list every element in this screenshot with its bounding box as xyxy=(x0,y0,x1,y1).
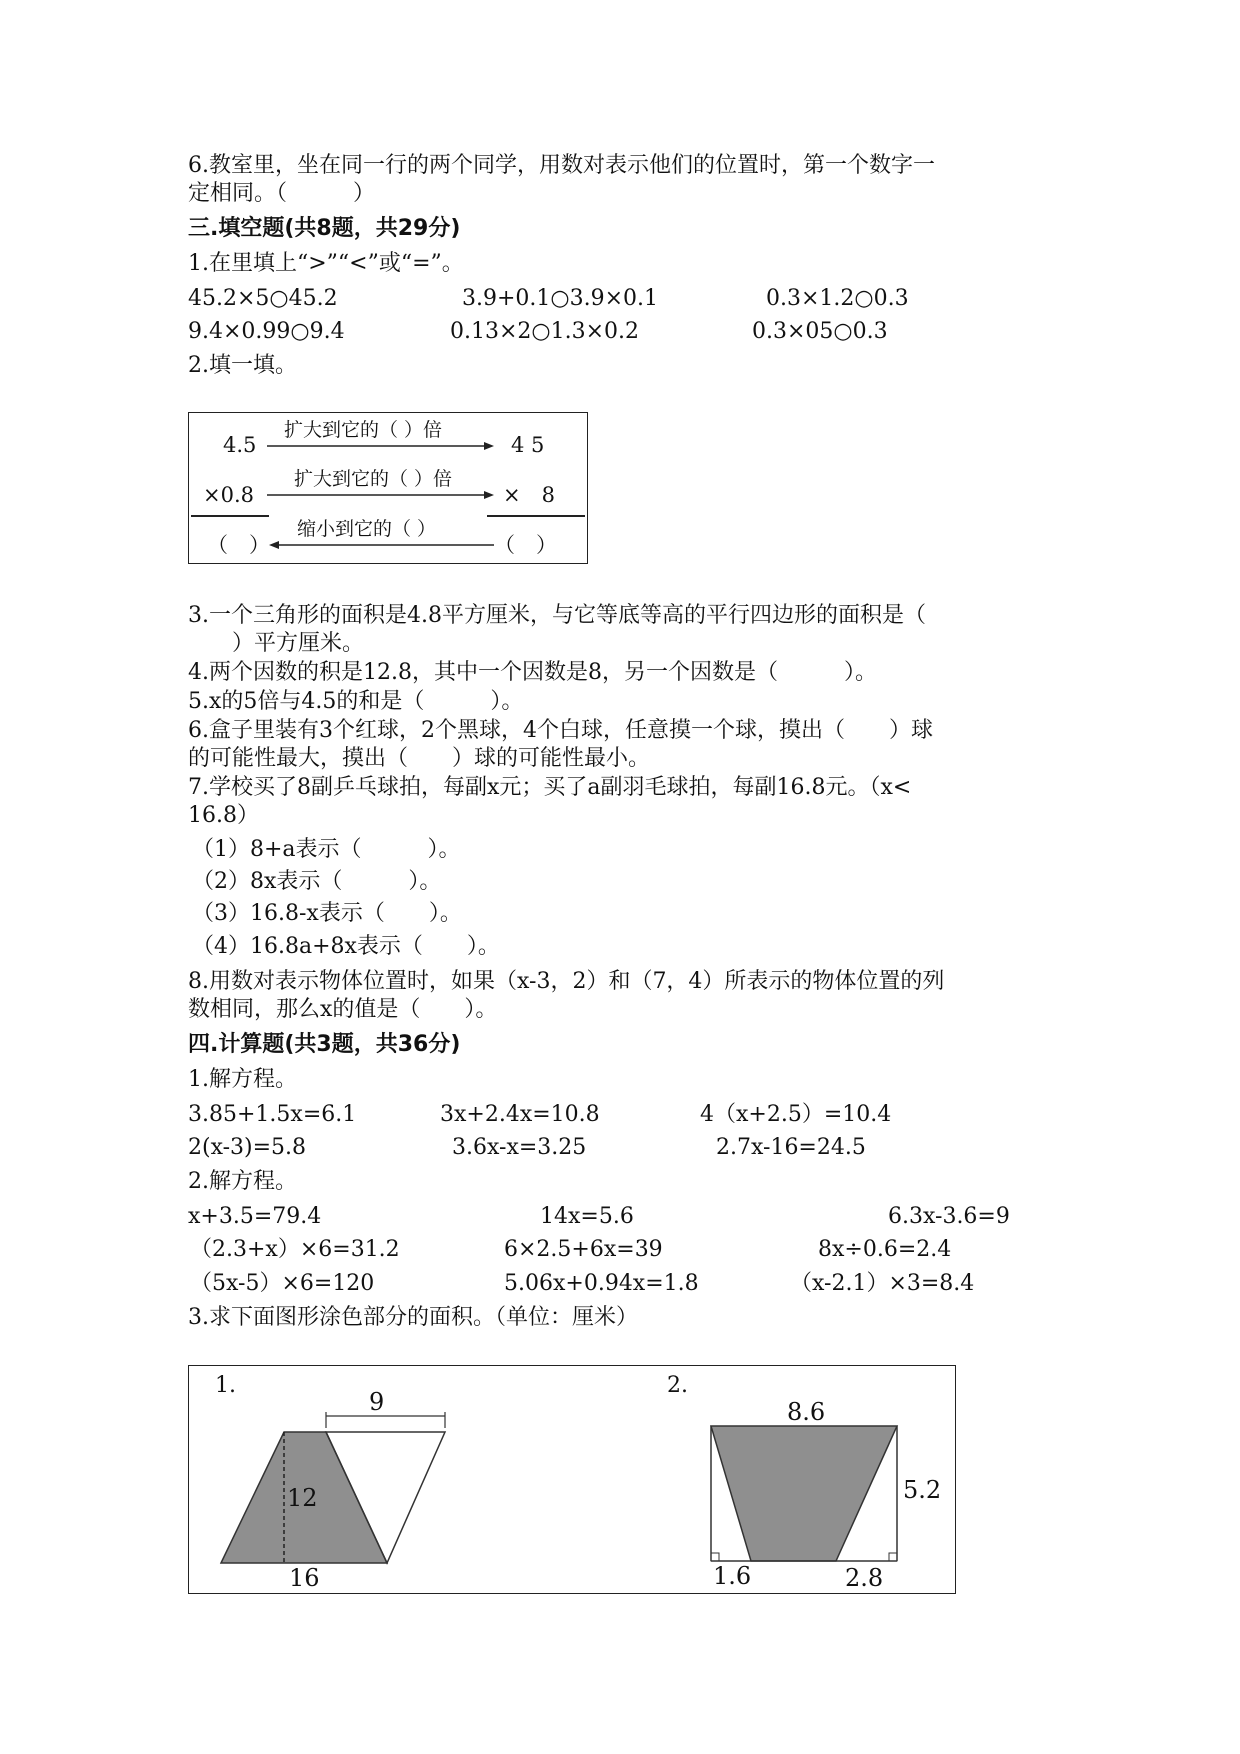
s3-q6-line1: 6.盒子里装有3个红球，2个黑球，4个白球，任意摸一个球，摸出（ ）球 xyxy=(188,718,933,743)
s4-q2-r3c1: （5x-5）×6=120 xyxy=(190,1271,375,1296)
s3-q7-sub2: （2）8x表示（ ）。 xyxy=(192,869,442,894)
s3-q1-r2c2: 0.13×2○1.3×0.2 xyxy=(450,319,640,344)
diagram-left-top: 4.5 xyxy=(223,433,257,457)
s4-q1-r1c1: 3.85+1.5x=6.1 xyxy=(188,1102,357,1127)
q6-judge-line1: 6.教室里，坐在同一行的两个同学，用数对表示他们的位置时，第一个数字一 xyxy=(188,153,935,178)
s3-q3-line2: ）平方厘米。 xyxy=(188,631,365,656)
diagram-left-bottom: （ ） xyxy=(207,533,270,557)
s4-q1-r2c1: 2(x-3)=5.8 xyxy=(188,1135,307,1160)
s3-q1-text: 1.在里填上“>”“<”或“=”。 xyxy=(188,251,464,276)
diagram-right-bottom: （ ） xyxy=(494,533,557,557)
diagram-arrow3-label: 缩小到它的（ ） xyxy=(297,518,437,540)
diagram-arrow2-label: 扩大到它的（ ）倍 xyxy=(294,468,453,490)
area-figures xyxy=(188,1365,956,1594)
fig1-base-dim: 16 xyxy=(289,1564,320,1592)
fig2-br-dim: 2.8 xyxy=(845,1564,884,1592)
s3-q7-sub1: （1）8+a表示（ ）。 xyxy=(192,837,461,862)
multiply-diagram xyxy=(188,412,588,564)
s4-q3-text: 3.求下面图形涂色部分的面积。（单位：厘米） xyxy=(188,1305,638,1330)
diagram-left-mid: ×0.8 xyxy=(203,483,254,507)
q6-judge-line2: 定相同。（ ） xyxy=(188,181,376,206)
s3-q4: 4.两个因数的积是12.8，其中一个因数是8，另一个因数是（ ）。 xyxy=(188,660,877,685)
s4-q2-r2c1: （2.3+x）×6=31.2 xyxy=(190,1237,400,1262)
s4-q1-text: 1.解方程。 xyxy=(188,1067,297,1092)
s3-q1-r2c1: 9.4×0.99○9.4 xyxy=(188,319,345,344)
s3-q1-r1c1: 45.2×5○45.2 xyxy=(188,286,338,311)
s3-q6-line2: 的可能性最大，摸出（ ）球的可能性最小。 xyxy=(188,746,651,771)
s3-q7-sub4: （4）16.8a+8x表示（ ）。 xyxy=(192,934,500,959)
s3-q1-r2c3: 0.3×05○0.3 xyxy=(752,319,888,344)
fig2-right-dim: 5.2 xyxy=(903,1476,942,1504)
s3-q1-r1c3: 0.3×1.2○0.3 xyxy=(766,286,909,311)
section3-heading: 三.填空题(共8题，共29分) xyxy=(188,216,461,241)
s4-q2-r3c3: （x-2.1）×3=8.4 xyxy=(790,1271,975,1296)
fig1-height-dim: 12 xyxy=(287,1484,318,1512)
s3-q3-line1: 3.一个三角形的面积是4.8平方厘米，与它等底等高的平行四边形的面积是（ xyxy=(188,603,926,628)
fig2-bl-dim: 1.6 xyxy=(713,1562,752,1590)
s3-q7-line2: 16.8） xyxy=(188,803,259,828)
s4-q1-r1c3: 4（x+2.5）=10.4 xyxy=(700,1102,892,1127)
s4-q1-r2c2: 3.6x-x=3.25 xyxy=(452,1135,587,1160)
s4-q2-r1c2: 14x=5.6 xyxy=(540,1204,634,1229)
s4-q2-r1c3: 6.3x-3.6=9 xyxy=(888,1204,1010,1229)
s3-q8-line2: 数相同，那么x的值是（ ）。 xyxy=(188,997,498,1022)
diagram-right-mid: × 8 xyxy=(503,483,555,507)
s3-q7-sub3: （3）16.8-x表示（ ）。 xyxy=(192,901,462,926)
diagram-arrow1-label: 扩大到它的（ ）倍 xyxy=(284,419,443,441)
fig1-top-dim: 9 xyxy=(369,1388,385,1416)
s4-q1-r1c2: 3x+2.4x=10.8 xyxy=(440,1102,600,1127)
s3-q1-r1c2: 3.9+0.1○3.9×0.1 xyxy=(462,286,659,311)
diagram-right-top: 4 5 xyxy=(511,433,545,457)
fig2-shaded-trapezoid xyxy=(711,1426,897,1561)
s4-q2-r3c2: 5.06x+0.94x=1.8 xyxy=(504,1271,699,1296)
section4-heading: 四.计算题(共3题，共36分) xyxy=(188,1032,461,1057)
s4-q2-r2c3: 8x÷0.6=2.4 xyxy=(818,1237,952,1262)
figures-svg xyxy=(189,1366,955,1593)
s3-q5: 5.x的5倍与4.5的和是（ ）。 xyxy=(188,689,524,714)
s4-q2-r2c2: 6×2.5+6x=39 xyxy=(504,1237,663,1262)
fig1-label: 1. xyxy=(215,1373,236,1398)
s3-q2-text: 2.填一填。 xyxy=(188,353,297,378)
s4-q2-text: 2.解方程。 xyxy=(188,1169,297,1194)
s4-q1-r2c3: 2.7x-16=24.5 xyxy=(716,1135,866,1160)
fig2-top-dim: 8.6 xyxy=(787,1398,826,1426)
fig2-label: 2. xyxy=(667,1373,688,1398)
s3-q8-line1: 8.用数对表示物体位置时，如果（x-3，2）和（7，4）所表示的物体位置的列 xyxy=(188,969,945,994)
s4-q2-r1c1: x+3.5=79.4 xyxy=(188,1204,322,1229)
s3-q7-line1: 7.学校买了8副乒乓球拍，每副x元；买了a副羽毛球拍，每副16.8元。（x< xyxy=(188,775,912,800)
